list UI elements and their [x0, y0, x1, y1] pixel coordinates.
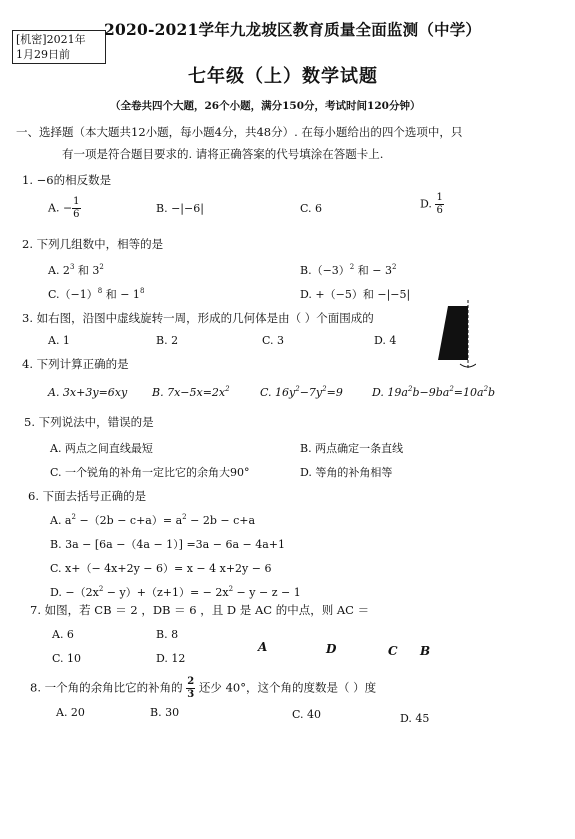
question-7-option-c: C. 10: [52, 652, 82, 665]
question-3-option-d: D. 4: [374, 334, 397, 347]
expr: =9: [326, 386, 343, 399]
question-8-option-a: A. 20: [56, 706, 85, 719]
question-1-option-a: [48, 196, 81, 221]
question-4-stem: 4. 下列计算正确的是: [22, 357, 129, 371]
trapezoid-shape: [438, 306, 468, 360]
expr: − y）+（z+1）= − 2x: [103, 586, 229, 599]
expr: D. −（2x: [50, 586, 99, 599]
question-7-option-b: B. 8: [156, 628, 179, 641]
stamp-line-2: 1月29日前: [16, 48, 70, 61]
point-a-label: A: [258, 640, 268, 654]
exponent: 2: [98, 585, 104, 593]
question-1-stem: 1. −6的相反数是: [22, 173, 112, 187]
question-6-option-c: C. x+（− 4x+2y − 6）= x − 4 x+2y − 6: [50, 562, 272, 575]
question-5-option-d: D. 等角的补角相等: [300, 466, 393, 479]
numerator: 1: [436, 192, 443, 203]
point-d-label: D: [326, 642, 337, 656]
exponent: 2: [225, 385, 230, 393]
exponent: 2: [483, 385, 489, 393]
fraction: [72, 196, 80, 221]
expr: A. 2: [48, 264, 70, 277]
exam-info: （全卷共四个大题，26个小题，满分150分，考试时间120分钟）: [110, 100, 421, 112]
question-8-option-d: D. 45: [400, 712, 430, 725]
expr: B. 7x−5x=2x: [152, 386, 226, 399]
question-4-option-d: [372, 386, 495, 399]
question-2-option-c: [48, 286, 144, 302]
question-4-option-c: [260, 386, 343, 399]
numerator: 1: [73, 196, 80, 207]
question-7-option-a: A. 6: [52, 628, 74, 641]
question-3-option-b: B. 2: [156, 334, 179, 347]
question-5-option-c: C. 一个锐角的补角一定比它的余角大90°: [50, 466, 250, 479]
expr: − y − z − 1: [233, 586, 301, 599]
stem-text: 还少 40°，这个角的度数是（ ）度: [198, 680, 377, 695]
minus-sign: −: [62, 201, 73, 215]
trapezoid-figure: [436, 298, 476, 370]
stamp-line-1: [机密]2021年: [16, 33, 86, 46]
section-instructions-line-1: 一、选择题（本大题共12小题，每小题4分，共48分）. 在每小题给出的四个选项中，只: [16, 125, 463, 139]
confidential-stamp: [12, 30, 106, 64]
question-8-option-b: B. 30: [150, 706, 180, 719]
exponent: 2: [99, 263, 104, 271]
exponent: 8: [139, 287, 145, 295]
point-b-label: B: [420, 644, 431, 658]
question-4-option-b: [152, 386, 230, 399]
exponent: 2: [449, 385, 454, 393]
exponent: 2: [228, 585, 234, 593]
exponent: 2: [182, 513, 187, 521]
question-3-option-c: C. 3: [262, 334, 285, 347]
question-2-option-a: [48, 262, 104, 278]
expr: 和 − 1: [105, 288, 140, 301]
question-7-stem: 7. 如图，若 CB ＝ 2 ，DB ＝ 6 ，且 D 是 AC 的中点，则 AC ＝: [30, 603, 370, 617]
question-6-stem: 6. 下面去括号正确的是: [28, 489, 147, 503]
question-5-option-a: A. 两点之间直线最短: [50, 442, 153, 455]
question-1-option-d: [420, 192, 444, 217]
numerator: 2: [187, 676, 195, 687]
exponent: 2: [295, 385, 300, 393]
question-5-option-b: B. 两点确定一条直线: [300, 442, 404, 455]
exponent: 2: [71, 513, 76, 521]
expr: D. 19a: [372, 386, 408, 399]
expr: − 2b − c+a: [186, 514, 256, 527]
question-5-stem: 5. 下列说法中，错误的是: [24, 415, 154, 429]
denominator: 6: [73, 209, 80, 220]
expr: b−9ba: [412, 386, 450, 399]
expr: 和 3: [77, 264, 100, 277]
exam-title: 2020-2021学年九龙坡区教育质量全面监测（中学）: [104, 20, 482, 39]
question-1-option-c: C. 6: [300, 202, 323, 215]
expr: C. 16y: [260, 386, 296, 399]
expr: −（2b − c+a）= a: [75, 514, 183, 527]
question-6-option-d: [50, 584, 301, 600]
expr: A. a: [50, 514, 72, 527]
expr: 和 − 3: [357, 264, 392, 277]
exponent: 2: [322, 385, 327, 393]
exam-subtitle: 七年级（上）数学试题: [188, 66, 378, 87]
exponent: 2: [407, 385, 413, 393]
expr: b: [488, 386, 496, 399]
question-3-stem: 3. 如右图，沿图中虚线旋转一周，形成的几何体是由（ ）个面围成的: [22, 311, 374, 325]
question-8-option-c: C. 40: [292, 708, 322, 721]
question-6-option-b: B. 3a − [6a −（4a − 1）] =3a − 6a − 4a+1: [50, 538, 285, 551]
question-2-option-b: [300, 262, 396, 278]
fraction: [186, 676, 195, 701]
option-label: A.: [48, 201, 60, 215]
point-c-label: C: [388, 644, 398, 658]
expr: B.（−3）: [300, 264, 350, 277]
question-1-option-b: B. −|−6|: [156, 202, 204, 215]
expr: −7y: [299, 386, 323, 399]
exponent: 8: [97, 287, 103, 295]
question-3-option-a: A. 1: [48, 334, 70, 347]
fraction: [435, 192, 443, 217]
question-2-option-d: D. +（−5）和 −|−5|: [300, 288, 411, 301]
option-label: D.: [420, 197, 432, 211]
exponent: 2: [349, 263, 355, 271]
expr: =10a: [453, 386, 484, 399]
question-4-option-a: A. 3x+3y=6xy: [48, 386, 128, 399]
question-8-stem: [30, 676, 376, 701]
exponent: 2: [391, 263, 397, 271]
question-2-stem: 2. 下列几组数中，相等的是: [22, 237, 164, 251]
stem-text: 8. 一个角的余角比它的补角的: [30, 680, 183, 695]
denominator: 6: [436, 205, 443, 216]
exponent: 3: [69, 263, 75, 271]
expr: C.（−1）: [48, 288, 98, 301]
denominator: 3: [187, 689, 195, 700]
question-7-option-d: D. 12: [156, 652, 186, 665]
section-instructions-line-2: 有一项是符合题目要求的. 请将正确答案的代号填涂在答题卡上.: [62, 147, 384, 161]
question-6-option-a: [50, 512, 255, 528]
